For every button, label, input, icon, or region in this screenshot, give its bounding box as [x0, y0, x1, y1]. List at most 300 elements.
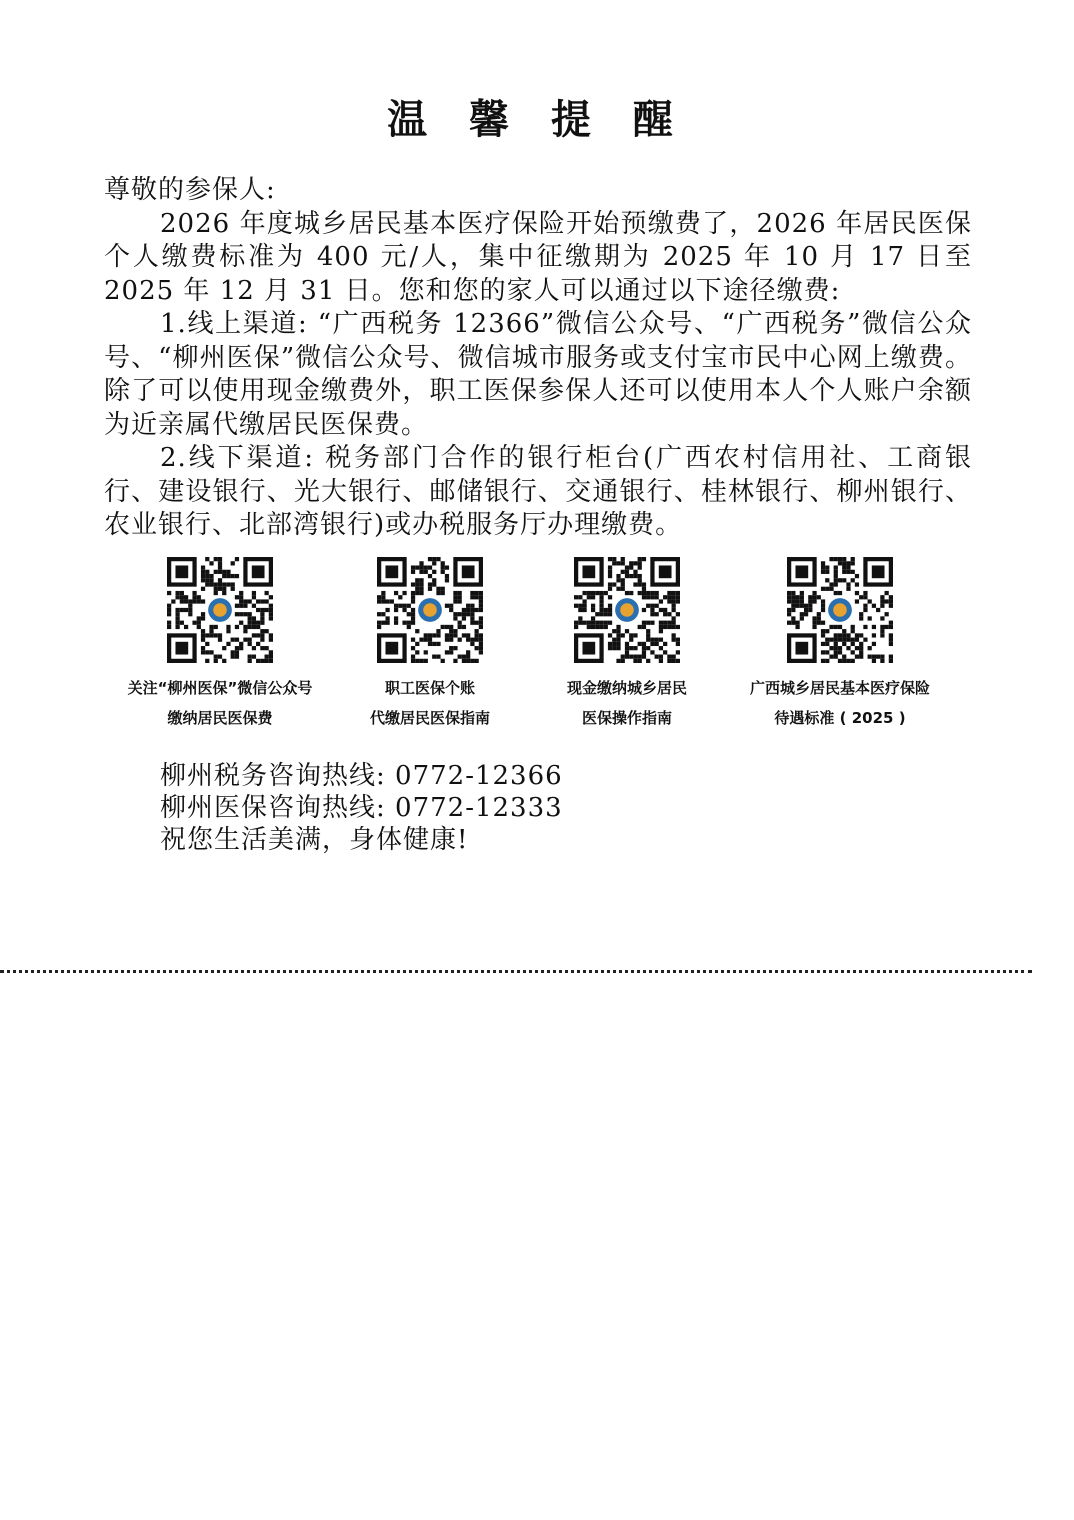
qr-module — [599, 612, 603, 616]
qr-module — [239, 604, 243, 608]
qr-code-row — [100, 557, 980, 737]
qr-module — [248, 655, 252, 659]
qr-module — [436, 633, 440, 637]
qr-module — [180, 595, 184, 599]
qr-module — [235, 638, 239, 642]
qr-module — [787, 595, 791, 599]
qr-module — [470, 591, 474, 595]
qr-module — [650, 604, 654, 608]
qr-module — [587, 621, 591, 625]
qr-module — [825, 578, 829, 582]
qr-module — [226, 574, 230, 578]
qr-module — [825, 638, 829, 642]
qr-module — [424, 633, 428, 637]
qr-module — [398, 595, 402, 599]
qr-module — [817, 595, 821, 599]
qr-module — [834, 642, 838, 646]
qr-module — [885, 591, 889, 595]
qr-module — [458, 612, 462, 616]
qr-module — [394, 591, 398, 595]
qr-module — [587, 595, 591, 599]
qr-module — [415, 659, 419, 663]
qr-module — [855, 599, 859, 603]
qr-module — [889, 655, 893, 659]
qr-module — [838, 591, 842, 595]
qr-module — [633, 582, 637, 586]
qr-module — [638, 625, 642, 629]
qr-module — [256, 659, 260, 663]
qr-module — [252, 604, 256, 608]
qr-module — [167, 625, 171, 629]
qr-module — [633, 659, 637, 663]
qr-module — [672, 604, 676, 608]
qr-module — [599, 621, 603, 625]
qr-module — [672, 621, 676, 625]
qr-module — [838, 633, 842, 637]
qr-module — [655, 591, 659, 595]
qr-module — [646, 646, 650, 650]
qr-module — [188, 612, 192, 616]
qr-module — [260, 638, 264, 642]
qr-module — [612, 557, 616, 561]
qr-module — [574, 621, 578, 625]
qr-module — [441, 587, 445, 591]
qr-module — [235, 557, 239, 561]
qr-module — [252, 646, 256, 650]
qr-code-icon[interactable] — [787, 557, 893, 663]
qr-module — [851, 650, 855, 654]
qr-module — [479, 621, 483, 625]
qr-module — [885, 625, 889, 629]
qr-module — [889, 625, 893, 629]
qr-module — [214, 570, 218, 574]
qr-module — [235, 646, 239, 650]
qr-module — [659, 638, 663, 642]
qr-module — [667, 621, 671, 625]
qr-module — [676, 642, 680, 646]
qr-module — [394, 621, 398, 625]
qr-module — [441, 591, 445, 595]
qr-module — [655, 595, 659, 599]
qr-module — [385, 616, 389, 620]
qr-module — [821, 608, 825, 612]
qr-module — [872, 659, 876, 663]
qr-module — [808, 595, 812, 599]
qr-module — [411, 638, 415, 642]
qr-module — [621, 587, 625, 591]
qr-module — [175, 608, 179, 612]
qr-module — [475, 659, 479, 663]
qr-module — [633, 574, 637, 578]
qr-module — [616, 578, 620, 582]
qr-module — [851, 557, 855, 561]
qr-module — [377, 599, 381, 603]
qr-caption-line2: 待遇标准 ( 2025 ) — [774, 709, 906, 727]
qr-module — [432, 633, 436, 637]
qr-module — [791, 604, 795, 608]
qr-module — [821, 604, 825, 608]
qr-module — [842, 565, 846, 569]
qr-module — [436, 587, 440, 591]
qr-module — [629, 561, 633, 565]
qr-module — [432, 582, 436, 586]
qr-module — [453, 595, 457, 599]
qr-module — [231, 574, 235, 578]
qr-module — [863, 591, 867, 595]
qr-module — [243, 604, 247, 608]
qr-module — [432, 570, 436, 574]
qr-module — [863, 625, 867, 629]
qr-module — [676, 599, 680, 603]
page-title: 温 馨 提 醒 — [387, 96, 687, 143]
qr-module — [205, 642, 209, 646]
qr-module — [201, 616, 205, 620]
qr-module — [591, 621, 595, 625]
qr-module — [218, 655, 222, 659]
qr-module — [470, 621, 474, 625]
qr-module — [621, 570, 625, 574]
qr-module — [582, 621, 586, 625]
qr-module — [218, 578, 222, 582]
qr-module — [863, 608, 867, 612]
qr-module — [846, 646, 850, 650]
qr-module — [248, 638, 252, 642]
qr-module — [791, 621, 795, 625]
qr-module — [419, 638, 423, 642]
qr-module — [846, 633, 850, 637]
qr-module — [479, 608, 483, 612]
qr-module — [252, 633, 256, 637]
qr-module — [804, 612, 808, 616]
qr-module — [808, 608, 812, 612]
qr-module — [458, 599, 462, 603]
qr-module — [872, 565, 885, 578]
qr-module — [872, 625, 876, 629]
qr-module — [667, 599, 671, 603]
qr-module — [863, 604, 867, 608]
qr-module — [377, 612, 381, 616]
qr-module — [608, 595, 612, 599]
qr-module — [256, 642, 260, 646]
qr-module — [235, 625, 239, 629]
qr-module — [655, 604, 659, 608]
qr-module — [604, 608, 608, 612]
qr-module — [214, 625, 218, 629]
qr-module — [175, 642, 188, 655]
qr-module — [453, 591, 457, 595]
qr-module — [587, 591, 591, 595]
qr-module — [458, 638, 462, 642]
qr-module — [804, 608, 808, 612]
qr-module — [625, 655, 629, 659]
qr-module — [795, 621, 799, 625]
qr-module — [880, 595, 884, 599]
qr-module — [243, 625, 247, 629]
qr-module — [825, 629, 829, 633]
qr-module — [479, 595, 483, 599]
qr-module — [428, 565, 432, 569]
qr-module — [612, 642, 616, 646]
qr-center-logo-inner — [423, 603, 437, 617]
qr-module — [222, 570, 226, 574]
qr-module — [582, 565, 595, 578]
qr-module — [470, 659, 474, 663]
qr-module — [184, 608, 188, 612]
qr-module — [829, 655, 833, 659]
qr-module — [821, 642, 825, 646]
qr-module — [650, 642, 654, 646]
qr-module — [424, 650, 428, 654]
qr-module — [582, 604, 586, 608]
qr-module — [842, 561, 846, 565]
paragraph-online-channels: 1.线上渠道: “广西税务 12366”微信公众号、“广西税务”微信公众号、“柳州医保”微信公众号、微信城市服务或支付宝市民中心网上缴费。除了可以使用现金缴费外，职工医保参保人还可以使用本人个人账户余额为近亲属代缴居民医保费。 — [104, 309, 972, 440]
qr-module — [650, 591, 654, 595]
qr-module — [834, 582, 838, 586]
qr-module — [462, 655, 466, 659]
qr-module — [479, 599, 483, 603]
qr-module — [625, 574, 629, 578]
qr-module — [441, 570, 445, 574]
qr-module — [676, 595, 680, 599]
qr-module — [629, 574, 633, 578]
qr-module — [441, 565, 445, 569]
qr-module — [226, 582, 230, 586]
qr-module — [214, 633, 218, 637]
qr-module — [256, 621, 260, 625]
qr-module — [231, 561, 235, 565]
qr-module — [201, 638, 205, 642]
qr-module — [248, 616, 252, 620]
qr-module — [633, 570, 637, 574]
qr-module — [846, 561, 850, 565]
qr-module — [625, 650, 629, 654]
qr-module — [256, 599, 260, 603]
qr-module — [436, 629, 440, 633]
qr-module — [269, 650, 273, 654]
qr-module — [222, 646, 226, 650]
qr-module — [842, 638, 846, 642]
qr-module — [855, 638, 859, 642]
qr-module — [239, 599, 243, 603]
qr-module — [445, 633, 449, 637]
qr-module — [650, 612, 654, 616]
qr-module — [787, 599, 791, 603]
qr-module — [599, 604, 603, 608]
qr-module — [621, 582, 625, 586]
qr-module — [851, 561, 855, 565]
medical-hotline: 柳州医保咨询热线: 0772-12333 — [160, 793, 563, 823]
qr-code-icon[interactable] — [377, 557, 483, 663]
qr-module — [868, 655, 872, 659]
qr-module — [453, 616, 457, 620]
qr-caption-line2: 缴纳居民医保费 — [167, 709, 273, 727]
qr-module — [445, 565, 449, 569]
qr-module — [838, 557, 842, 561]
qr-module — [209, 561, 213, 565]
qr-module — [880, 659, 884, 663]
qr-module — [834, 578, 838, 582]
qr-module — [846, 587, 850, 591]
qr-module — [197, 621, 201, 625]
qr-module — [659, 599, 663, 603]
qr-module — [616, 629, 620, 633]
qr-module — [821, 633, 825, 637]
qr-module — [612, 561, 616, 565]
qr-module — [787, 591, 791, 595]
qr-module — [411, 616, 415, 620]
qr-module — [612, 629, 616, 633]
qr-module — [591, 595, 595, 599]
qr-module — [795, 625, 799, 629]
qr-module — [625, 642, 629, 646]
qr-module — [642, 587, 646, 591]
qr-module — [466, 638, 470, 642]
qr-caption — [507, 673, 747, 733]
qr-module — [838, 638, 842, 642]
qr-module — [381, 612, 385, 616]
qr-module — [642, 608, 646, 612]
qr-module — [642, 655, 646, 659]
qr-module — [180, 621, 184, 625]
qr-module — [633, 646, 637, 650]
qr-module — [612, 646, 616, 650]
qr-module — [175, 625, 179, 629]
qr-module — [667, 655, 671, 659]
qr-card-benefit-standard — [720, 557, 960, 733]
qr-module — [424, 565, 428, 569]
qr-module — [650, 595, 654, 599]
qr-module — [880, 633, 884, 637]
qr-module — [252, 621, 256, 625]
qr-module — [411, 565, 415, 569]
qr-module — [663, 621, 667, 625]
qr-module — [466, 659, 470, 663]
qr-module — [218, 582, 222, 586]
qr-module — [642, 582, 646, 586]
qr-module — [829, 638, 833, 642]
qr-module — [265, 608, 269, 612]
qr-module — [239, 591, 243, 595]
qr-module — [574, 604, 578, 608]
qr-module — [876, 608, 880, 612]
qr-module — [248, 659, 252, 663]
qr-module — [842, 633, 846, 637]
qr-module — [889, 595, 893, 599]
qr-module — [475, 608, 479, 612]
qr-module — [475, 595, 479, 599]
qr-module — [633, 633, 637, 637]
qr-module — [453, 659, 457, 663]
qr-module — [638, 659, 642, 663]
qr-module — [385, 608, 389, 612]
qr-module — [855, 574, 859, 578]
qr-module — [834, 655, 838, 659]
qr-module — [180, 599, 184, 603]
qr-module — [672, 608, 676, 612]
qr-module — [638, 582, 642, 586]
qr-module — [591, 591, 595, 595]
qr-module — [859, 612, 863, 616]
qr-module — [676, 612, 680, 616]
qr-module — [859, 595, 863, 599]
qr-module — [642, 557, 646, 561]
qr-module — [880, 629, 884, 633]
qr-module — [180, 608, 184, 612]
qr-module — [201, 650, 205, 654]
qr-module — [868, 599, 872, 603]
qr-module — [825, 587, 829, 591]
qr-module — [663, 625, 667, 629]
qr-module — [231, 655, 235, 659]
qr-module — [825, 659, 829, 663]
qr-module — [889, 633, 893, 637]
qr-module — [880, 604, 884, 608]
qr-module — [269, 608, 273, 612]
qr-module — [214, 659, 218, 663]
qr-module — [167, 621, 171, 625]
qr-module — [470, 608, 474, 612]
qr-module — [821, 629, 825, 633]
qr-module — [808, 604, 812, 608]
qr-module — [243, 599, 247, 603]
qr-module — [475, 638, 479, 642]
qr-module — [599, 608, 603, 612]
qr-module — [604, 591, 608, 595]
qr-module — [175, 565, 188, 578]
qr-module — [838, 561, 842, 565]
qr-module — [825, 642, 829, 646]
contact-block — [160, 760, 563, 856]
qr-module — [260, 659, 264, 663]
qr-module — [642, 646, 646, 650]
qr-module — [411, 646, 415, 650]
qr-module — [205, 633, 209, 637]
qr-module — [402, 608, 406, 612]
qr-module — [445, 578, 449, 582]
qr-module — [419, 587, 423, 591]
qr-module — [821, 659, 825, 663]
qr-module — [445, 604, 449, 608]
qr-module — [885, 612, 889, 616]
qr-module — [205, 570, 209, 574]
qr-module — [616, 633, 620, 637]
qr-code-icon[interactable] — [574, 557, 680, 663]
qr-module — [248, 621, 252, 625]
qr-module — [214, 557, 218, 561]
qr-module — [608, 608, 612, 612]
qr-module — [466, 655, 470, 659]
qr-module — [638, 655, 642, 659]
qr-module — [646, 604, 650, 608]
qr-module — [445, 625, 449, 629]
qr-module — [432, 561, 436, 565]
qr-module — [616, 638, 620, 642]
qr-code-icon[interactable] — [167, 557, 273, 663]
qr-module — [838, 578, 842, 582]
qr-module — [411, 621, 415, 625]
qr-module — [265, 655, 269, 659]
dotted-divider — [0, 970, 1032, 973]
qr-module — [646, 633, 650, 637]
qr-module — [608, 633, 612, 637]
qr-module — [863, 638, 867, 642]
qr-module — [578, 595, 582, 599]
qr-module — [834, 625, 838, 629]
qr-module — [825, 570, 829, 574]
qr-module — [795, 595, 799, 599]
qr-module — [231, 587, 235, 591]
qr-module — [184, 599, 188, 603]
